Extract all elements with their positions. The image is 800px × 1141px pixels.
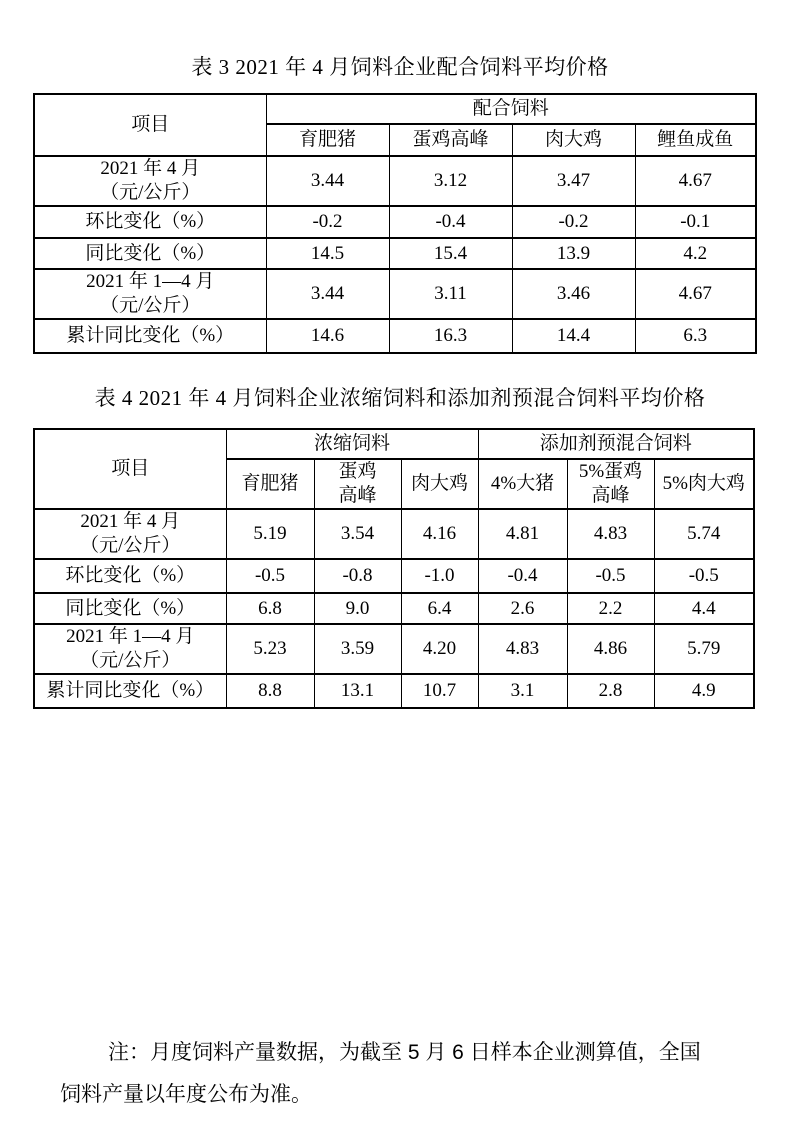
table-cell: 4.81 [478,509,567,559]
row-label-line: （元/公斤） [100,182,201,203]
row-label: 环比变化（%） [34,559,226,593]
table-cell: 4.86 [567,624,654,674]
table-cell: 4.20 [401,624,478,674]
row-label [34,624,226,674]
table-cell: -0.5 [567,559,654,593]
table-cell: -0.8 [314,559,401,593]
row-label: 同比变化（%） [34,593,226,624]
table4-column-header: 育肥猪 [226,459,314,509]
table-cell: 4.67 [635,269,756,319]
table-row [34,206,756,238]
table-cell: 6.3 [635,319,756,353]
table-cell: 13.9 [512,238,635,269]
table-cell: 14.6 [266,319,389,353]
table-cell: 8.8 [226,674,314,708]
table-cell: 15.4 [389,238,512,269]
table4 [33,428,755,709]
table-cell: -0.5 [654,559,754,593]
table-cell: 4.4 [654,593,754,624]
table3-header-group-row [34,94,756,124]
table4-title: 表 4 2021 年 4 月饲料企业浓缩饲料和添加剂预混合饲料平均价格 [94,386,706,410]
table3-title: 表 3 2021 年 4 月饲料企业配合饲料平均价格 [191,55,609,79]
table-cell: 3.12 [389,156,512,206]
footnote [60,1032,760,1116]
table4-header-group-row [34,429,754,459]
table-cell: 6.4 [401,593,478,624]
table-cell: 3.44 [266,156,389,206]
table3-column-header: 鲤鱼成鱼 [635,124,756,156]
table-cell: 16.3 [389,319,512,353]
table-cell: 5.19 [226,509,314,559]
footnote-line: 饲料产量以年度公布为准。 [60,1083,312,1106]
table-cell: -0.1 [635,206,756,238]
table-cell: 5.79 [654,624,754,674]
row-label-line: 2021 年 4 月 [80,511,181,532]
table-cell: 2.2 [567,593,654,624]
table-row [34,319,756,353]
column-header-line: 高峰 [591,485,630,506]
table-cell: -0.2 [266,206,389,238]
row-label: 累计同比变化（%） [34,674,226,708]
column-header-line: 5%蛋鸡 [578,461,643,482]
column-header-line: 高峰 [338,485,377,506]
table-cell: -0.4 [389,206,512,238]
table-cell: -0.2 [512,206,635,238]
table-cell: 4.16 [401,509,478,559]
table-row [34,624,754,674]
table-cell: 3.47 [512,156,635,206]
table-cell: 13.1 [314,674,401,708]
table3-column-header: 育肥猪 [266,124,389,156]
table-row [34,509,754,559]
table4-column-header: 4%大猪 [478,459,567,509]
table-row [34,559,754,593]
table-cell: 14.4 [512,319,635,353]
column-header-line: 蛋鸡 [338,461,377,482]
table-cell: 4.2 [635,238,756,269]
row-label-line: （元/公斤） [80,650,181,671]
table4-group1-header: 浓缩饲料 [226,429,478,459]
table-cell: 3.54 [314,509,401,559]
table-cell: 5.74 [654,509,754,559]
table-cell: 14.5 [266,238,389,269]
table3-column-header: 蛋鸡高峰 [389,124,512,156]
table-row [34,269,756,319]
table-cell: -0.5 [226,559,314,593]
table-cell: 6.8 [226,593,314,624]
row-label [34,509,226,559]
table4-item-header: 项目 [34,429,226,509]
table-row [34,593,754,624]
table3-column-header: 肉大鸡 [512,124,635,156]
table-cell: -1.0 [401,559,478,593]
table-cell: 10.7 [401,674,478,708]
table-cell: 3.11 [389,269,512,319]
table-cell: -0.4 [478,559,567,593]
row-label: 环比变化（%） [34,206,266,238]
table-cell: 2.8 [567,674,654,708]
table3-item-header: 项目 [34,94,266,156]
row-label-line: （元/公斤） [80,535,181,556]
row-label: 累计同比变化（%） [34,319,266,353]
table3-group-header: 配合饲料 [266,94,756,124]
table-cell: 9.0 [314,593,401,624]
table4-column-header [314,459,401,509]
row-label-line: 2021 年 4 月 [100,158,201,179]
row-label [34,156,266,206]
table-cell: 4.9 [654,674,754,708]
table4-column-header: 肉大鸡 [401,459,478,509]
table-row [34,674,754,708]
row-label [34,269,266,319]
table-row [34,156,756,206]
table3 [33,93,757,354]
table-cell: 4.83 [478,624,567,674]
table-row [34,238,756,269]
table4-group2-header: 添加剂预混合饲料 [478,429,754,459]
table4-column-header [567,459,654,509]
table-cell: 5.23 [226,624,314,674]
table-cell: 3.46 [512,269,635,319]
table4-column-header: 5%肉大鸡 [654,459,754,509]
table-cell: 2.6 [478,593,567,624]
row-label: 同比变化（%） [34,238,266,269]
table-cell: 3.44 [266,269,389,319]
table-cell: 3.59 [314,624,401,674]
table-cell: 3.1 [478,674,567,708]
table-cell: 4.83 [567,509,654,559]
row-label-line: （元/公斤） [100,295,201,316]
row-label-line: 2021 年 1—4 月 [86,271,215,292]
footnote-line: 注：月度饲料产量数据，为截至 5 月 6 日样本企业测算值，全国 [108,1041,701,1064]
row-label-line: 2021 年 1—4 月 [66,626,195,647]
table-cell: 4.67 [635,156,756,206]
